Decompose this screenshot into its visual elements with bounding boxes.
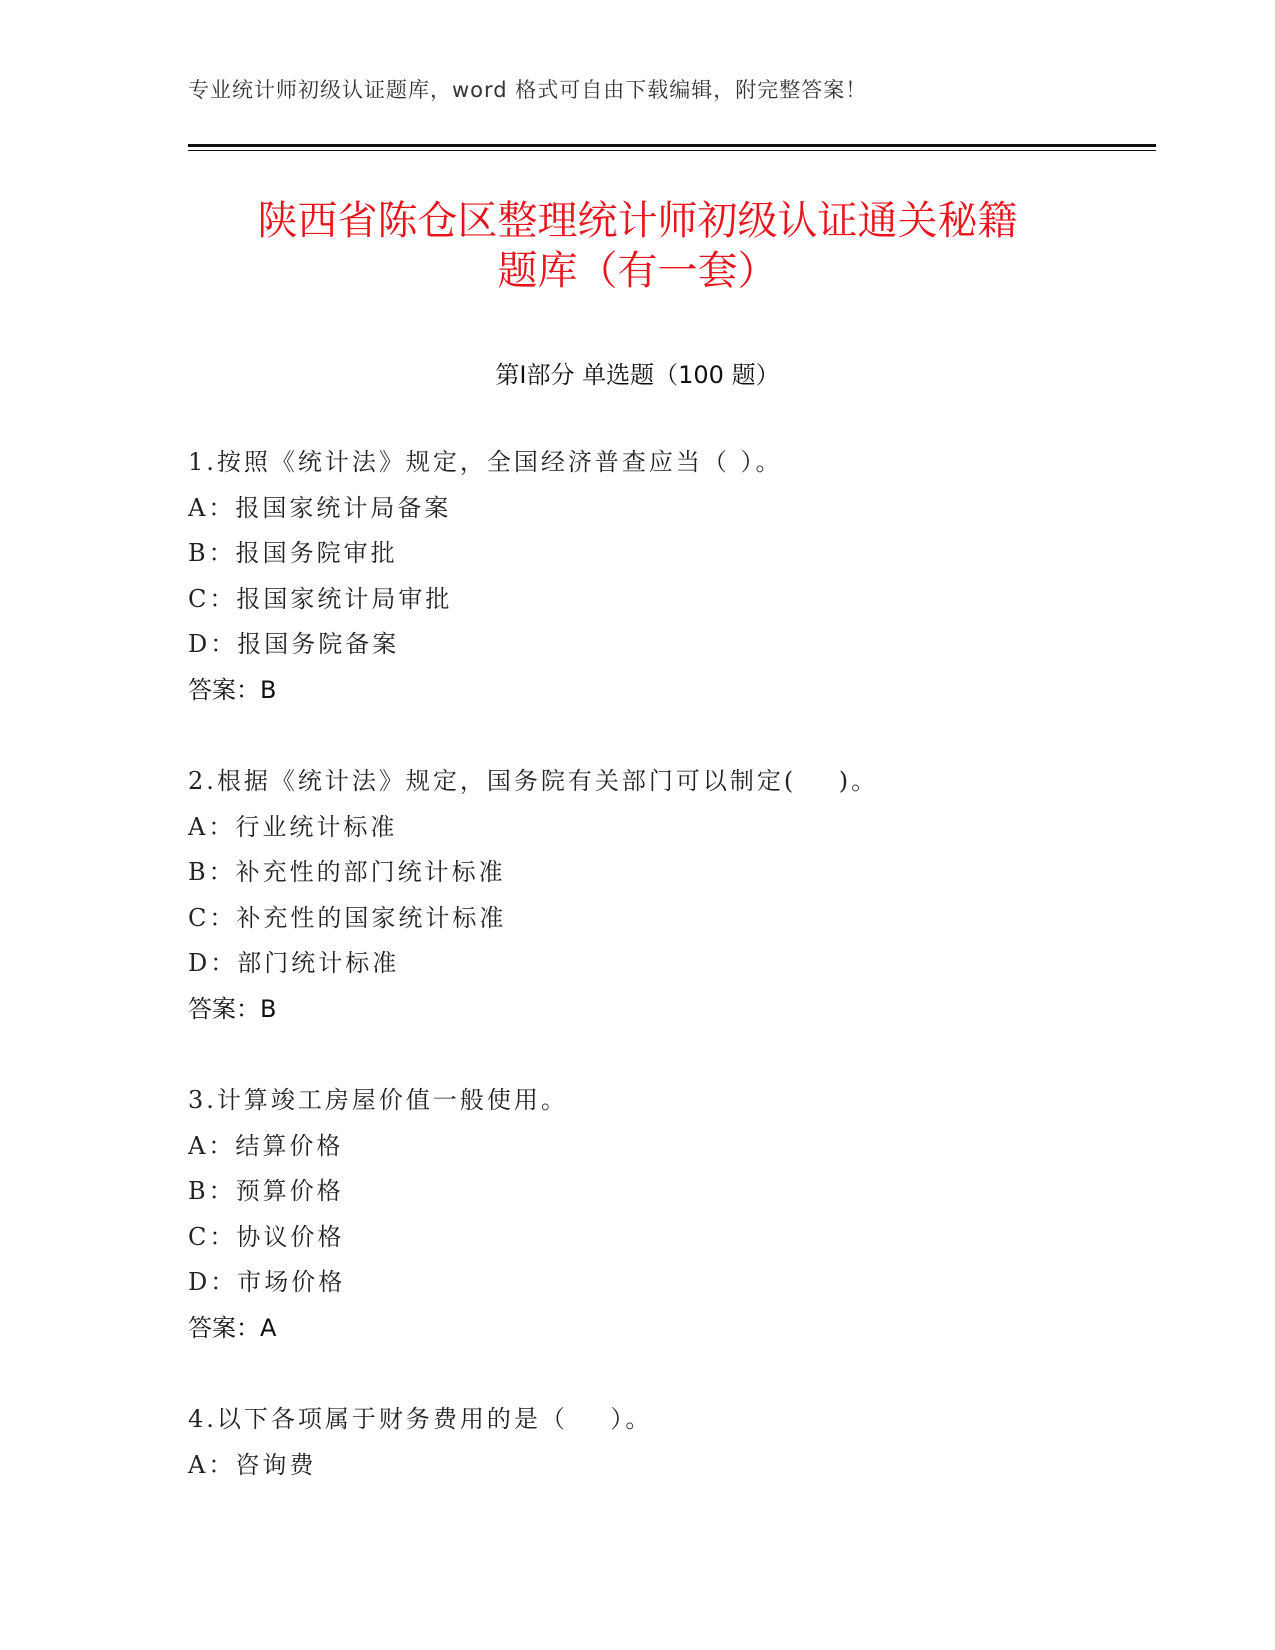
question-item: [188, 1078, 1148, 1351]
document-title-line-2: 题库（有一套）: [497, 248, 778, 294]
option-b: B：预算价格: [188, 1177, 344, 1205]
document-title-line-1: 陕西省陈仓区整理统计师初级认证通关秘籍: [257, 198, 1018, 244]
option-c: C：补充性的国家统计标准: [188, 903, 507, 932]
option-c: C：报国家统计局审批: [188, 584, 453, 613]
option-b: B：补充性的部门统计标准: [188, 858, 506, 886]
question-item: [188, 1397, 1148, 1488]
question-stem: 3.计算竣工房屋价值一般使用。: [188, 1086, 568, 1114]
answer-line: 答案：A: [188, 1313, 277, 1342]
header-note: 专业统计师初级认证题库，word 格式可自由下载编辑，附完整答案！: [188, 78, 868, 102]
option-d: D：部门统计标准: [188, 949, 400, 977]
question-item: [188, 440, 1148, 713]
option-c: C：协议价格: [188, 1222, 345, 1251]
option-d: D：报国务院备案: [188, 630, 400, 658]
header-rule-thin: [188, 150, 1156, 151]
document-title: [150, 196, 1125, 296]
option-a: A：行业统计标准: [188, 812, 398, 841]
question-stem: 2.根据《统计法》规定，国务院有关部门可以制定( )。: [188, 767, 879, 795]
option-d: D：市场价格: [188, 1268, 346, 1296]
question-list: [188, 440, 1148, 1534]
option-a: A：咨询费: [188, 1450, 317, 1479]
option-b: B：报国务院审批: [188, 539, 398, 567]
header-rule-thick: [188, 144, 1156, 147]
question-item: [188, 759, 1148, 1032]
option-a: A：结算价格: [188, 1131, 344, 1160]
answer-line: 答案：B: [188, 675, 277, 704]
question-stem: 4.以下各项属于财务费用的是（ ）。: [188, 1405, 653, 1433]
option-a: A：报国家统计局备案: [188, 493, 452, 522]
question-stem: 1.按照《统计法》规定，全国经济普查应当（ ）。: [188, 448, 783, 476]
answer-line: 答案：B: [188, 994, 277, 1023]
section-heading: 第Ⅰ部分 单选题（100 题）: [495, 361, 780, 389]
